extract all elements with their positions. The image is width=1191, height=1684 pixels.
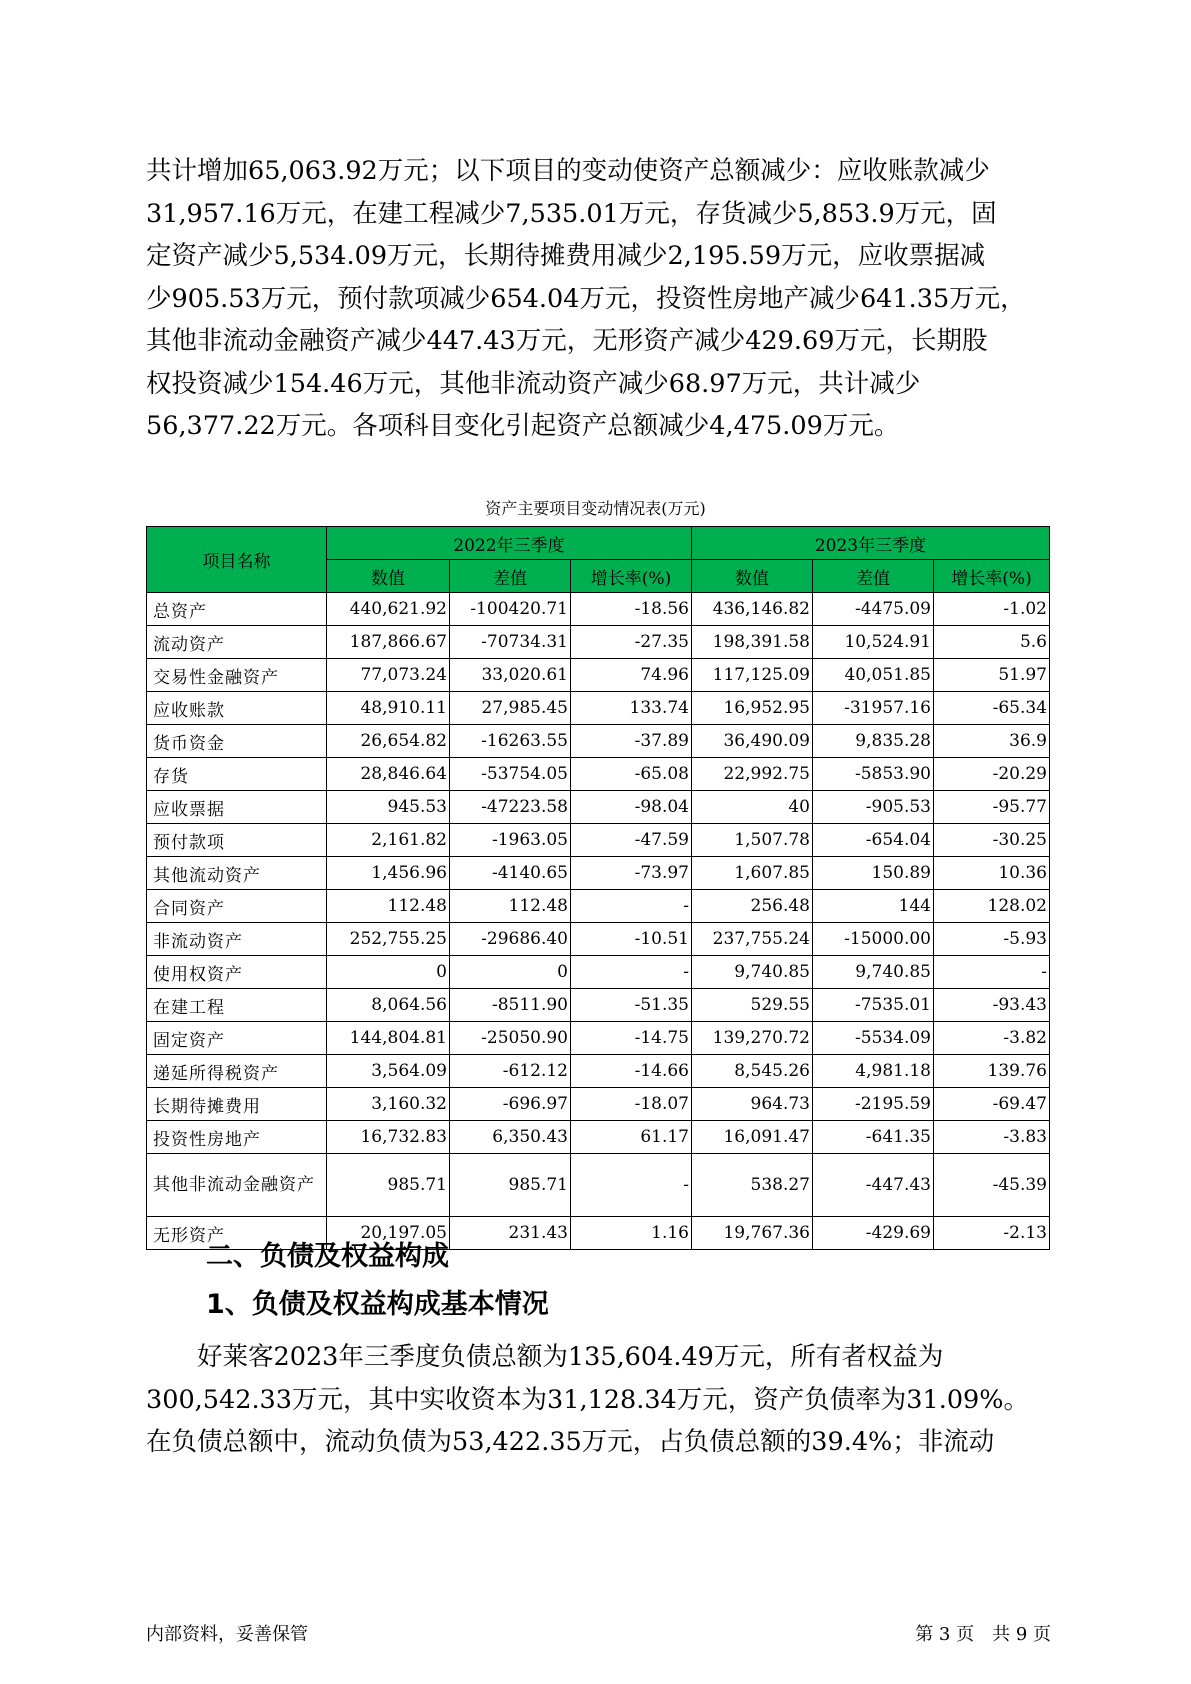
table-cell: -51.35: [571, 989, 692, 1022]
subheader-growth-rate: 增长率(%): [571, 560, 692, 593]
row-item-name: 预付款项: [147, 824, 327, 857]
table-cell: -47.59: [571, 824, 692, 857]
table-cell: 4,981.18: [813, 1055, 934, 1088]
table-cell: 27,985.45: [450, 692, 571, 725]
row-item-name: 其他流动资产: [147, 857, 327, 890]
table-cell: 0: [450, 956, 571, 989]
table-cell: -654.04: [813, 824, 934, 857]
table-cell: 51.97: [934, 659, 1050, 692]
header-period-2023: 2023年三季度: [692, 527, 1050, 560]
table-cell: 1,607.85: [692, 857, 813, 890]
paragraph-line: 共计增加65,063.92万元；以下项目的变动使资产总额减少：应收账款减少: [146, 156, 990, 186]
table-cell: -65.08: [571, 758, 692, 791]
table-cell: -696.97: [450, 1088, 571, 1121]
table-cell: -4140.65: [450, 857, 571, 890]
table-body: [147, 593, 1050, 1250]
table-row: [147, 824, 1050, 857]
subheader-difference: 差值: [813, 560, 934, 593]
paragraph-line: 在负债总额中，流动负债为53,422.35万元，占负债总额的39.4%；非流动: [146, 1427, 995, 1457]
table-cell: -15000.00: [813, 923, 934, 956]
table-row: [147, 1055, 1050, 1088]
table-row: [147, 725, 1050, 758]
row-item-name: 固定资产: [147, 1022, 327, 1055]
row-item-name: 存货: [147, 758, 327, 791]
table-cell: 9,835.28: [813, 725, 934, 758]
paragraph-line: 其他非流动金融资产减少447.43万元，无形资产减少429.69万元，长期股: [146, 326, 988, 356]
asset-change-table: [146, 526, 1050, 1250]
subheader-growth-rate: 增长率(%): [934, 560, 1050, 593]
row-item-name: 投资性房地产: [147, 1121, 327, 1154]
table-cell: 1,456.96: [327, 857, 450, 890]
bottom-paragraph: [146, 1336, 1046, 1464]
subheader-value: 数值: [327, 560, 450, 593]
table-cell: 440,621.92: [327, 593, 450, 626]
table-cell: -3.83: [934, 1121, 1050, 1154]
table-cell: 945.53: [327, 791, 450, 824]
table-cell: -: [934, 956, 1050, 989]
table-cell: 2,161.82: [327, 824, 450, 857]
table-cell: 16,732.83: [327, 1121, 450, 1154]
table-cell: -20.29: [934, 758, 1050, 791]
table-cell: -5853.90: [813, 758, 934, 791]
table-row: [147, 626, 1050, 659]
table-cell: -47223.58: [450, 791, 571, 824]
table-row: [147, 1088, 1050, 1121]
table-cell: -14.75: [571, 1022, 692, 1055]
table-cell: -5.93: [934, 923, 1050, 956]
table-cell: 0: [327, 956, 450, 989]
table-cell: 538.27: [692, 1154, 813, 1217]
table-cell: 40,051.85: [813, 659, 934, 692]
table-cell: 117,125.09: [692, 659, 813, 692]
row-item-name: 交易性金融资产: [147, 659, 327, 692]
table-cell: 144,804.81: [327, 1022, 450, 1055]
table-cell: -70734.31: [450, 626, 571, 659]
table-cell: 985.71: [327, 1154, 450, 1217]
table-row: [147, 758, 1050, 791]
table-cell: -65.34: [934, 692, 1050, 725]
table-cell: -1.02: [934, 593, 1050, 626]
table-cell: 964.73: [692, 1088, 813, 1121]
sub-heading: 1、负债及权益构成基本情况: [206, 1289, 549, 1320]
table-cell: -2195.59: [813, 1088, 934, 1121]
row-item-name: 总资产: [147, 593, 327, 626]
table-cell: -31957.16: [813, 692, 934, 725]
table-cell: 237,755.24: [692, 923, 813, 956]
table-cell: 40: [692, 791, 813, 824]
table-cell: 19,767.36: [692, 1217, 813, 1250]
table-cell: 77,073.24: [327, 659, 450, 692]
row-item-name: 应收票据: [147, 791, 327, 824]
table-cell: -905.53: [813, 791, 934, 824]
table-cell: 187,866.67: [327, 626, 450, 659]
table-cell: -2.13: [934, 1217, 1050, 1250]
table-cell: 48,910.11: [327, 692, 450, 725]
table-row: [147, 857, 1050, 890]
row-item-name: 流动资产: [147, 626, 327, 659]
table-cell: -37.89: [571, 725, 692, 758]
table-cell: 28,846.64: [327, 758, 450, 791]
table-row: [147, 1121, 1050, 1154]
table-cell: -30.25: [934, 824, 1050, 857]
table-cell: -14.66: [571, 1055, 692, 1088]
table-cell: 436,146.82: [692, 593, 813, 626]
table-cell: 128.02: [934, 890, 1050, 923]
page-number: 第 3 页 共 9 页: [915, 1624, 1051, 1645]
table-cell: -29686.40: [450, 923, 571, 956]
row-item-name: 合同资产: [147, 890, 327, 923]
paragraph-line: 31,957.16万元，在建工程减少7,535.01万元，存货减少5,853.9万元，固: [146, 198, 997, 229]
table-cell: 198,391.58: [692, 626, 813, 659]
table-cell: 9,740.85: [813, 956, 934, 989]
table-cell: 985.71: [450, 1154, 571, 1217]
table-cell: -93.43: [934, 989, 1050, 1022]
table-cell: 74.96: [571, 659, 692, 692]
table-row: [147, 956, 1050, 989]
table-cell: 8,545.26: [692, 1055, 813, 1088]
table-cell: -10.51: [571, 923, 692, 956]
table-row: [147, 890, 1050, 923]
table-cell: 33,020.61: [450, 659, 571, 692]
table-cell: 61.17: [571, 1121, 692, 1154]
paragraph-line: 权投资减少154.46万元，其他非流动资产减少68.97万元，共计减少: [146, 368, 921, 399]
header-period-2022: 2022年三季度: [327, 527, 692, 560]
paragraph-line: 56,377.22万元。各项科目变化引起资产总额减少4,475.09万元。: [146, 411, 900, 441]
table-cell: -18.56: [571, 593, 692, 626]
header-item-name: 项目名称: [147, 527, 327, 593]
table-caption: 资产主要项目变动情况表(万元): [485, 499, 706, 518]
section-heading: 二、负债及权益构成: [206, 1241, 449, 1272]
table-cell: 3,564.09: [327, 1055, 450, 1088]
table-cell: -429.69: [813, 1217, 934, 1250]
table-cell: -641.35: [813, 1121, 934, 1154]
table-cell: 9,740.85: [692, 956, 813, 989]
table-cell: 6,350.43: [450, 1121, 571, 1154]
table-row: [147, 593, 1050, 626]
table-cell: -: [571, 1154, 692, 1217]
table-cell: 144: [813, 890, 934, 923]
table-cell: 36.9: [934, 725, 1050, 758]
table-cell: 22,992.75: [692, 758, 813, 791]
table-cell: 150.89: [813, 857, 934, 890]
table-cell: 529.55: [692, 989, 813, 1022]
table-cell: 36,490.09: [692, 725, 813, 758]
table-row: [147, 659, 1050, 692]
table-cell: -5534.09: [813, 1022, 934, 1055]
table-cell: 1.16: [571, 1217, 692, 1250]
table-cell: -16263.55: [450, 725, 571, 758]
table-cell: 112.48: [327, 890, 450, 923]
row-item-name: 递延所得税资产: [147, 1055, 327, 1088]
table-cell: 5.6: [934, 626, 1050, 659]
paragraph-line: 定资产减少5,534.09万元，长期待摊费用减少2,195.59万元，应收票据减: [146, 241, 986, 271]
table-cell: -98.04: [571, 791, 692, 824]
table-cell: 252,755.25: [327, 923, 450, 956]
table-cell: -53754.05: [450, 758, 571, 791]
table-cell: -8511.90: [450, 989, 571, 1022]
top-paragraph: [146, 150, 1046, 448]
row-item-name: 非流动资产: [147, 923, 327, 956]
table-cell: 3,160.32: [327, 1088, 450, 1121]
row-item-name: 长期待摊费用: [147, 1088, 327, 1121]
table-cell: 20,197.05: [327, 1217, 450, 1250]
table-cell: 10,524.91: [813, 626, 934, 659]
table-cell: 8,064.56: [327, 989, 450, 1022]
table-cell: 1,507.78: [692, 824, 813, 857]
table-cell: -447.43: [813, 1154, 934, 1217]
table-row: [147, 791, 1050, 824]
paragraph-line: 300,542.33万元，其中实收资本为31,128.34万元，资产负债率为31.09%。: [146, 1384, 1030, 1415]
footer-note: 内部资料，妥善保管: [146, 1624, 308, 1645]
table-cell: -27.35: [571, 626, 692, 659]
row-item-name: 无形资产: [147, 1217, 327, 1250]
paragraph-line: 少905.53万元，预付款项减少654.04万元，投资性房地产减少641.35万元，: [146, 283, 1026, 314]
table-row: [147, 923, 1050, 956]
table-cell: -7535.01: [813, 989, 934, 1022]
table-cell: 10.36: [934, 857, 1050, 890]
table-row: [147, 989, 1050, 1022]
table-row: [147, 1154, 1050, 1217]
table-cell: -73.97: [571, 857, 692, 890]
table-cell: 26,654.82: [327, 725, 450, 758]
table-cell: -45.39: [934, 1154, 1050, 1217]
table-cell: -: [571, 956, 692, 989]
table-cell: -25050.90: [450, 1022, 571, 1055]
table-cell: -69.47: [934, 1088, 1050, 1121]
row-item-name: 货币资金: [147, 725, 327, 758]
table-cell: -3.82: [934, 1022, 1050, 1055]
row-item-name: 应收账款: [147, 692, 327, 725]
table-cell: 231.43: [450, 1217, 571, 1250]
row-item-name: 其他非流动金融资产: [147, 1154, 327, 1217]
row-item-name: 使用权资产: [147, 956, 327, 989]
paragraph-line: 好莱客2023年三季度负债总额为135,604.49万元，所有者权益为: [146, 1342, 944, 1372]
table-row: [147, 1022, 1050, 1055]
table-cell: 112.48: [450, 890, 571, 923]
table-cell: -95.77: [934, 791, 1050, 824]
table-cell: -: [571, 890, 692, 923]
row-item-name: 在建工程: [147, 989, 327, 1022]
table-row: [147, 692, 1050, 725]
table-cell: 16,091.47: [692, 1121, 813, 1154]
table-cell: 256.48: [692, 890, 813, 923]
table-cell: 139,270.72: [692, 1022, 813, 1055]
table-cell: -612.12: [450, 1055, 571, 1088]
table-cell: -18.07: [571, 1088, 692, 1121]
subheader-value: 数值: [692, 560, 813, 593]
table-cell: 139.76: [934, 1055, 1050, 1088]
table-cell: -1963.05: [450, 824, 571, 857]
table-cell: 133.74: [571, 692, 692, 725]
table-cell: -100420.71: [450, 593, 571, 626]
subheader-difference: 差值: [450, 560, 571, 593]
table-cell: -4475.09: [813, 593, 934, 626]
table-cell: 16,952.95: [692, 692, 813, 725]
